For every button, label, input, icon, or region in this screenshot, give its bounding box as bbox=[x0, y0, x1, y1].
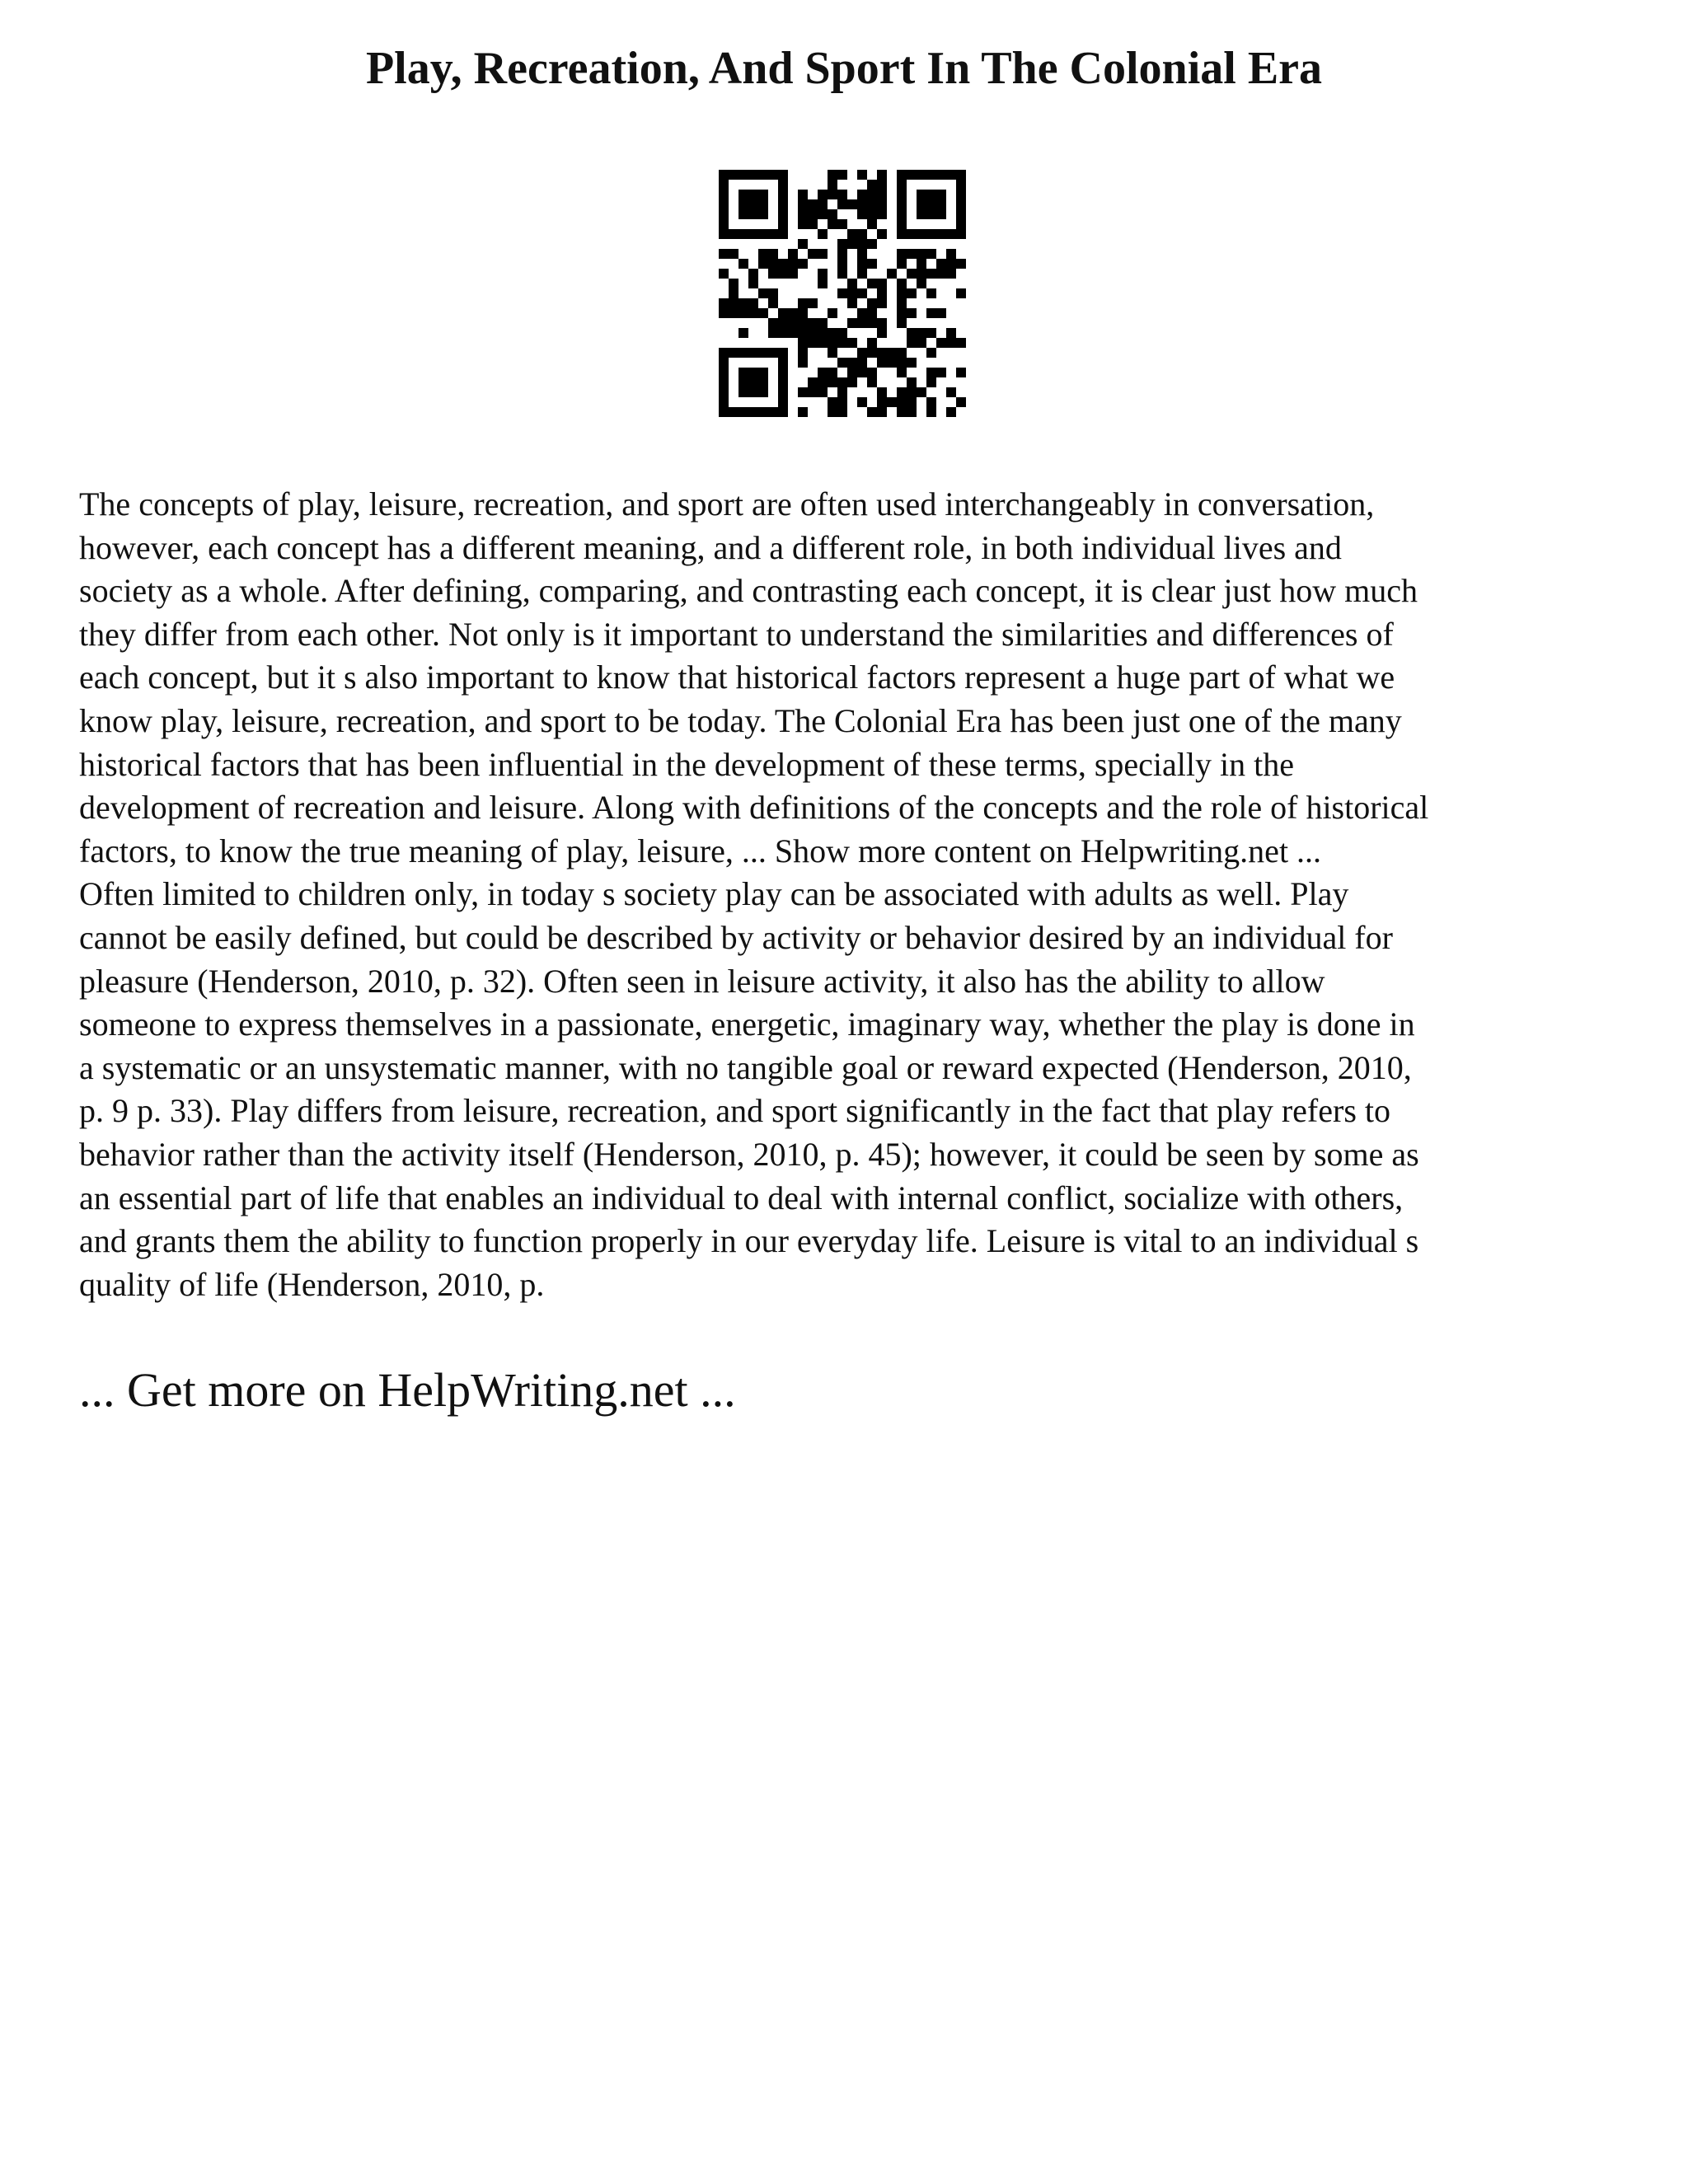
get-more-link[interactable]: ... Get more on HelpWriting.net ... bbox=[79, 1363, 736, 1417]
body-paragraph: The concepts of play, leisure, recreation, and sport are often used interchangeably in conversation, however, each concept has a different meaning, and a different role, in both individual lives and society as a whole. After defining, comparing, and contrasting each concept, it is clear just how much they differ from each other. Not only is it important to understand the similarities and differences of each concept, but it s also important to know that historical factors represent a huge part of what we know play, leisure, recreation, and sport to be today. The Colonial Era has been just one of the many historical factors that has been influential in the development of these terms, specially in the development of recreation and leisure. Along with definitions of the concepts and the role of historical factors, to know the true meaning of play, leisure, ... Show more content on Helpwriting.net ... Often limited to children only, in today s society play can be associated with adults as well. Play cannot be easily defined, but could be described by activity or behavior desired by an individual for pleasure (Henderson, 2010, p. 32). Often seen in leisure activity, it also has the ability to allow someone to express themselves in a passionate, energetic, imaginary way, whether the play is done in a systematic or an unsystematic manner, with no tangible goal or reward expected (Henderson, 2010, p. 9 p. 33). Play differs from leisure, recreation, and sport significantly in the fact that play refers to behavior rather than the activity itself (Henderson, 2010, p. 45); however, it could be seen by some as an essential part of life that enables an individual to deal with internal conflict, socialize with others, and grants them the ability to function properly in our everyday life. Leisure is vital to an individual s quality of life (Henderson, 2010, p. bbox=[79, 485, 1429, 1303]
document-title: Play, Recreation, And Sport In The Colonial Era bbox=[365, 43, 1323, 94]
qr-code-icon bbox=[719, 170, 966, 417]
